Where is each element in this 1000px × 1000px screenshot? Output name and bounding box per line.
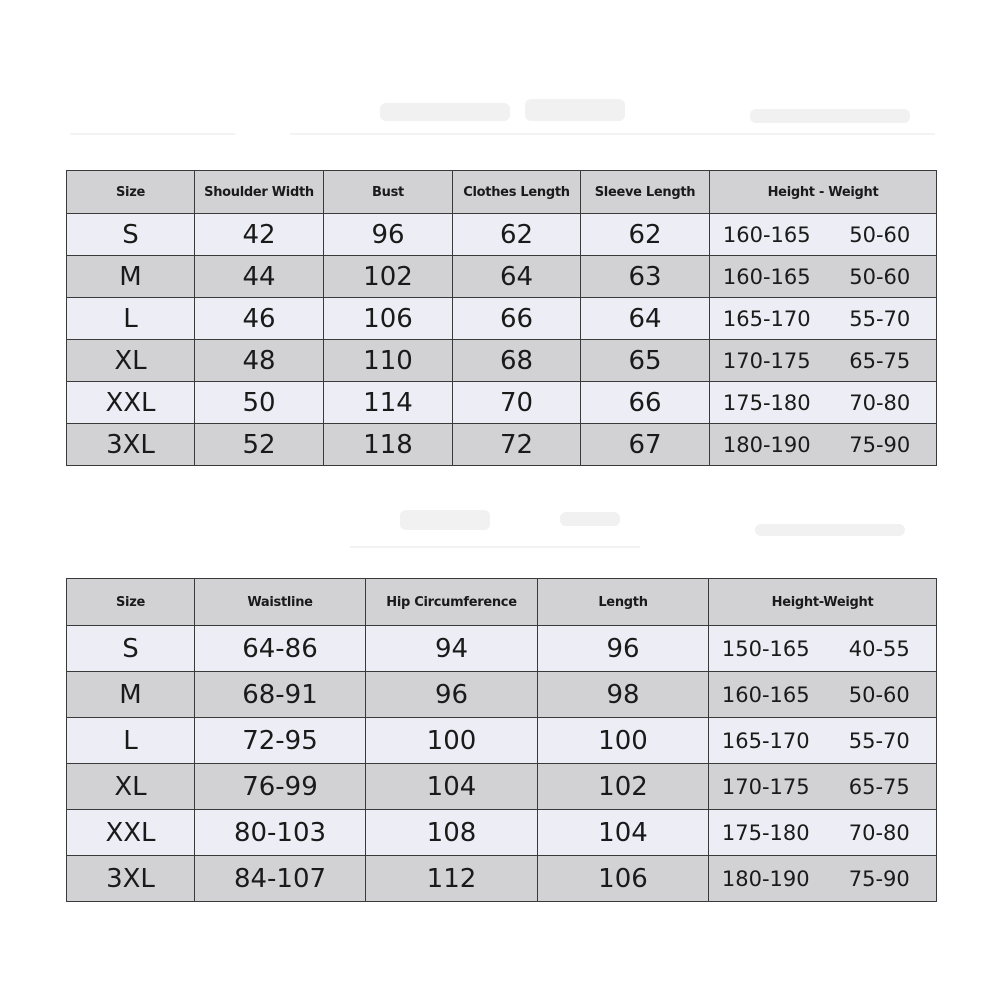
table-cell: 104 [366, 764, 538, 810]
table-cell: 100 [538, 718, 709, 764]
table-header-row [67, 579, 937, 626]
table-cell: 106 [324, 298, 453, 340]
size-cell: M [67, 256, 195, 298]
header-size: Size [67, 171, 195, 214]
table-cell: 64-86 [195, 626, 366, 672]
weight-cell: 55-70 [824, 298, 937, 340]
table-row [67, 672, 937, 718]
height-cell: 175-180 [710, 382, 824, 424]
table-cell: 64 [581, 298, 710, 340]
tops-size-table [66, 170, 937, 466]
table-cell: 106 [538, 856, 709, 902]
height-cell: 180-190 [710, 424, 824, 466]
height-cell: 150-165 [709, 626, 823, 672]
table-row [67, 718, 937, 764]
weight-cell: 50-60 [824, 214, 937, 256]
table-cell: 104 [538, 810, 709, 856]
table-cell: 100 [366, 718, 538, 764]
table-cell: 76-99 [195, 764, 366, 810]
size-cell: L [67, 718, 195, 764]
height-cell: 160-165 [710, 256, 824, 298]
height-cell: 160-165 [710, 214, 824, 256]
size-cell: XXL [67, 382, 195, 424]
size-cell: S [67, 214, 195, 256]
height-cell: 165-170 [710, 298, 824, 340]
table-row [67, 424, 937, 466]
table-cell: 98 [538, 672, 709, 718]
table-cell: 44 [195, 256, 324, 298]
weight-cell: 55-70 [823, 718, 937, 764]
table-cell: 50 [195, 382, 324, 424]
table-cell: 42 [195, 214, 324, 256]
size-cell: 3XL [67, 856, 195, 902]
header-bust: Bust [324, 171, 453, 214]
weight-cell: 70-80 [823, 810, 937, 856]
table-cell: 70 [453, 382, 581, 424]
table-header-row [67, 171, 937, 214]
table-row [67, 764, 937, 810]
header-shoulder-width: Shoulder Width [195, 171, 324, 214]
table-cell: 62 [581, 214, 710, 256]
header-size: Size [67, 579, 195, 626]
header-height-weight: Height-Weight [709, 579, 937, 626]
weight-cell: 70-80 [824, 382, 937, 424]
header-length: Length [538, 579, 709, 626]
size-cell: XL [67, 340, 195, 382]
weight-cell: 75-90 [823, 856, 937, 902]
table-cell: 72-95 [195, 718, 366, 764]
table-cell: 66 [581, 382, 710, 424]
table-cell: 96 [366, 672, 538, 718]
size-cell: M [67, 672, 195, 718]
table-row [67, 626, 937, 672]
height-cell: 175-180 [709, 810, 823, 856]
size-cell: 3XL [67, 424, 195, 466]
table-cell: 52 [195, 424, 324, 466]
size-cell: S [67, 626, 195, 672]
table-row [67, 256, 937, 298]
height-cell: 180-190 [709, 856, 823, 902]
table-cell: 96 [324, 214, 453, 256]
table-cell: 112 [366, 856, 538, 902]
faded-title-area-bottom [0, 500, 1000, 550]
table-cell: 68-91 [195, 672, 366, 718]
table-cell: 102 [538, 764, 709, 810]
pants-size-table [66, 578, 937, 902]
table-row [67, 298, 937, 340]
table-cell: 108 [366, 810, 538, 856]
height-cell: 160-165 [709, 672, 823, 718]
table-cell: 114 [324, 382, 453, 424]
size-cell: XL [67, 764, 195, 810]
table-row [67, 856, 937, 902]
table-row [67, 340, 937, 382]
header-height-weight: Height - Weight [710, 171, 937, 214]
table-cell: 110 [324, 340, 453, 382]
header-hip-circumference: Hip Circumference [366, 579, 538, 626]
table-cell: 64 [453, 256, 581, 298]
weight-cell: 65-75 [824, 340, 937, 382]
header-waistline: Waistline [195, 579, 366, 626]
table-cell: 67 [581, 424, 710, 466]
table-row [67, 214, 937, 256]
table-cell: 68 [453, 340, 581, 382]
table-row [67, 382, 937, 424]
table-cell: 66 [453, 298, 581, 340]
table-cell: 65 [581, 340, 710, 382]
table-row [67, 810, 937, 856]
weight-cell: 65-75 [823, 764, 937, 810]
table-cell: 46 [195, 298, 324, 340]
weight-cell: 75-90 [824, 424, 937, 466]
faded-title-area-top [0, 95, 1000, 145]
size-cell: L [67, 298, 195, 340]
table-cell: 118 [324, 424, 453, 466]
table-cell: 48 [195, 340, 324, 382]
height-cell: 170-175 [709, 764, 823, 810]
table-cell: 96 [538, 626, 709, 672]
header-sleeve-length: Sleeve Length [581, 171, 710, 214]
table-cell: 63 [581, 256, 710, 298]
table-cell: 62 [453, 214, 581, 256]
height-cell: 170-175 [710, 340, 824, 382]
table-cell: 72 [453, 424, 581, 466]
table-cell: 102 [324, 256, 453, 298]
size-cell: XXL [67, 810, 195, 856]
weight-cell: 50-60 [824, 256, 937, 298]
header-clothes-length: Clothes Length [453, 171, 581, 214]
weight-cell: 40-55 [823, 626, 937, 672]
table-cell: 94 [366, 626, 538, 672]
height-cell: 165-170 [709, 718, 823, 764]
table-cell: 80-103 [195, 810, 366, 856]
table-cell: 84-107 [195, 856, 366, 902]
weight-cell: 50-60 [823, 672, 937, 718]
